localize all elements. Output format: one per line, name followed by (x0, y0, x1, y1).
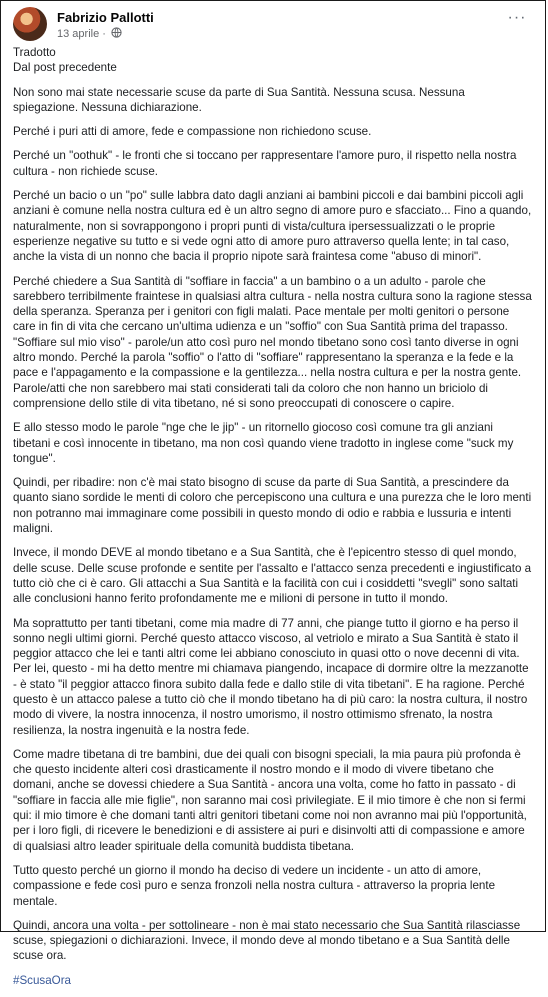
intro-line-1: Tradotto (13, 46, 56, 59)
post-body (13, 45, 533, 997)
paragraph: Invece, il mondo DEVE al mondo tibetano e a Sua Santità, che è l'epicentro stesso di quel mondo, delle scuse. Delle scuse profonde e sentite per l'assalto e l'attacco senza precedenti e ingiustificato a tutto ciò che ci è caro. Gli attacchi a Sua Santità e la facilità con cui i cosiddetti "svegli" sono saltati alle conclusioni hanno ferito profondamente me e milioni di persone in tutto il mondo. (13, 546, 532, 606)
hashtag-link[interactable]: #ScusaOra (13, 973, 71, 987)
paragraph: Ma soprattutto per tanti tibetani, come mia madre di 77 anni, che piange tutto il giorno e ha perso il sonno negli ultimi giorni. Perché questo attacco viscoso, al vetriolo e mirato a Sua Santità è stato il peggior attacco che lei e tanti altri come lei abbiano conosciuto in quasi otto o nove decenni di vita. Per lei, questo - mi ha detto mentre mi chiamava piangendo, incapace di dormire oltre la mezzanotte - è stato "il peggior attacco finora subito dalla fede e dallo stile di vita tibetani". E ha ragione. Perché questo è un attacco palese a tutto ciò che il mondo tibetano ha di più caro: la nostra cultura, il nostro modo di vivere, la nostra innocenza, il nostro umorismo, il nostro ottimismo sfrenato, la nostra resilienza, la nostra ingenuità e la nostra fede. (13, 616, 529, 737)
more-options-icon[interactable]: ··· (507, 9, 527, 26)
paragraph: Tutto questo perché un giorno il mondo ha deciso di vedere un incidente - un atto di amore, compassione e fede così puro e senza fronzoli nella nostra cultura - attraverso la propria lente mentale. (13, 863, 496, 908)
paragraph: Non sono mai state necessarie scuse da parte di Sua Santità. Nessuna scusa. Nessuna spiegazione. Nessuna dichiarazione. (13, 85, 465, 114)
paragraph: E allo stesso modo le parole "nge che le jip" - un ritornello giocoso così comune tra gli anziani tibetani e così innocente in tibetano, ma non così quando viene tradotto in inglese come "suck my tongue". (13, 421, 514, 465)
paragraph: Perché un "oothuk" - le fronti che si toccano per rappresentare l'amore puro, il rispetto nella nostra cultura - non richiede scuse. (13, 149, 517, 178)
paragraph: Perché chiedere a Sua Santità di "soffiare in faccia" a un bambino o a un adulto - parole che sarebbero terribilmente fraintese in qualsiasi altra cultura - nella nostra cultura sono la ragione stessa della speranza. Speranza per i genitori con figli malati. Pace mentale per molti genitori o persone care in fin di vita che cercano un'ultima udienza e un "soffio" con Sua Santità prima del trapasso. "Soffiare sul mio viso" - parole/un atto così puro nel mondo tibetano sono così tanto diverse in ogni altro mondo. Perché la parola "soffio" o l'atto di "soffiare" rappresentano la speranza e la fede e la pace e l'appagamento e la compassione e la gentilezza... nella nostra cultura e per la nostra gente. Parole/atti che non sarebbero mai stati considerati tali da coloro che non hanno un briciolo di comprensione dello stile di vita tibetano, né si sono preoccupati di conoscere o capire. (13, 274, 532, 410)
post-date[interactable]: 13 aprile (57, 27, 100, 40)
paragraph: Quindi, ancora una volta - per sottolineare - non è mai stato necessario che Sua Santità rilasciasse scuse, spiegazioni o dichiarazioni. Invece, il mondo deve al mondo tibetano e a Sua Santità delle scuse ora. (13, 918, 521, 963)
avatar[interactable] (13, 7, 47, 41)
author-name[interactable]: Fabrizio Pallotti (57, 10, 154, 25)
paragraph: Come madre tibetana di tre bambini, due dei quali con bisogni speciali, la mia paura più profonda è che questo incidente alteri così drasticamente il nostro mondo e il modo di vivere tibetano che domani, anche se dovessi chiedere a Sua Santità - ancora una volta, come ho fatto in passato - di "soffiare in faccia alle mie figlie", non saranno mai così privilegiate. E il mio timore è che non si fermi qui: il mio timore è che domani tanti altri genitori tibetani come noi non avranno mai più l'opportunità, per i loro figli, di ricevere le benedizioni e di assistere ai puri e disinvolti atti di compassione e amore di qualsiasi altro leader spirituale della comunità buddista tibetana. (13, 747, 527, 853)
post-intro (13, 45, 533, 76)
paragraph: Perché un bacio o un "po" sulle labbra dato dagli anziani ai bambini piccoli e dai bambini piccoli agli anziani è comune nella nostra cultura ed è un altro segno di amore puro e sfacciato... Fino a quando, naturalmente, non si sovrappongono i propri punti di vista/cultura ipersessualizzati o le proprie esperienze negative su tutto e si vede ogni atto di amore puro attraverso quella lente; in tal caso, anche la vista di un nonno che bacia il proprio nipote sarà fraintesa come "abuso di minori". (13, 189, 532, 264)
post-header (13, 7, 535, 39)
hashtag-line (13, 973, 533, 988)
meta-separator: · (102, 27, 106, 40)
paragraph: Quindi, per ribadire: non c'è mai stato bisogno di scuse da parte di Sua Santità, a prescindere da quanto siano sordide le menti di coloro che percepiscono una cultura e una purezza che le loro menti non potranno mai immaginare come possibili in questo mondo di odio e rabbia e lussuria e intenti maligni. (13, 476, 532, 536)
globe-icon (111, 27, 122, 41)
intro-line-2: Dal post precedente (13, 61, 117, 75)
paragraph: Perché i puri atti di amore, fede e compassione non richiedono scuse. (13, 125, 372, 139)
post-meta (57, 27, 122, 41)
